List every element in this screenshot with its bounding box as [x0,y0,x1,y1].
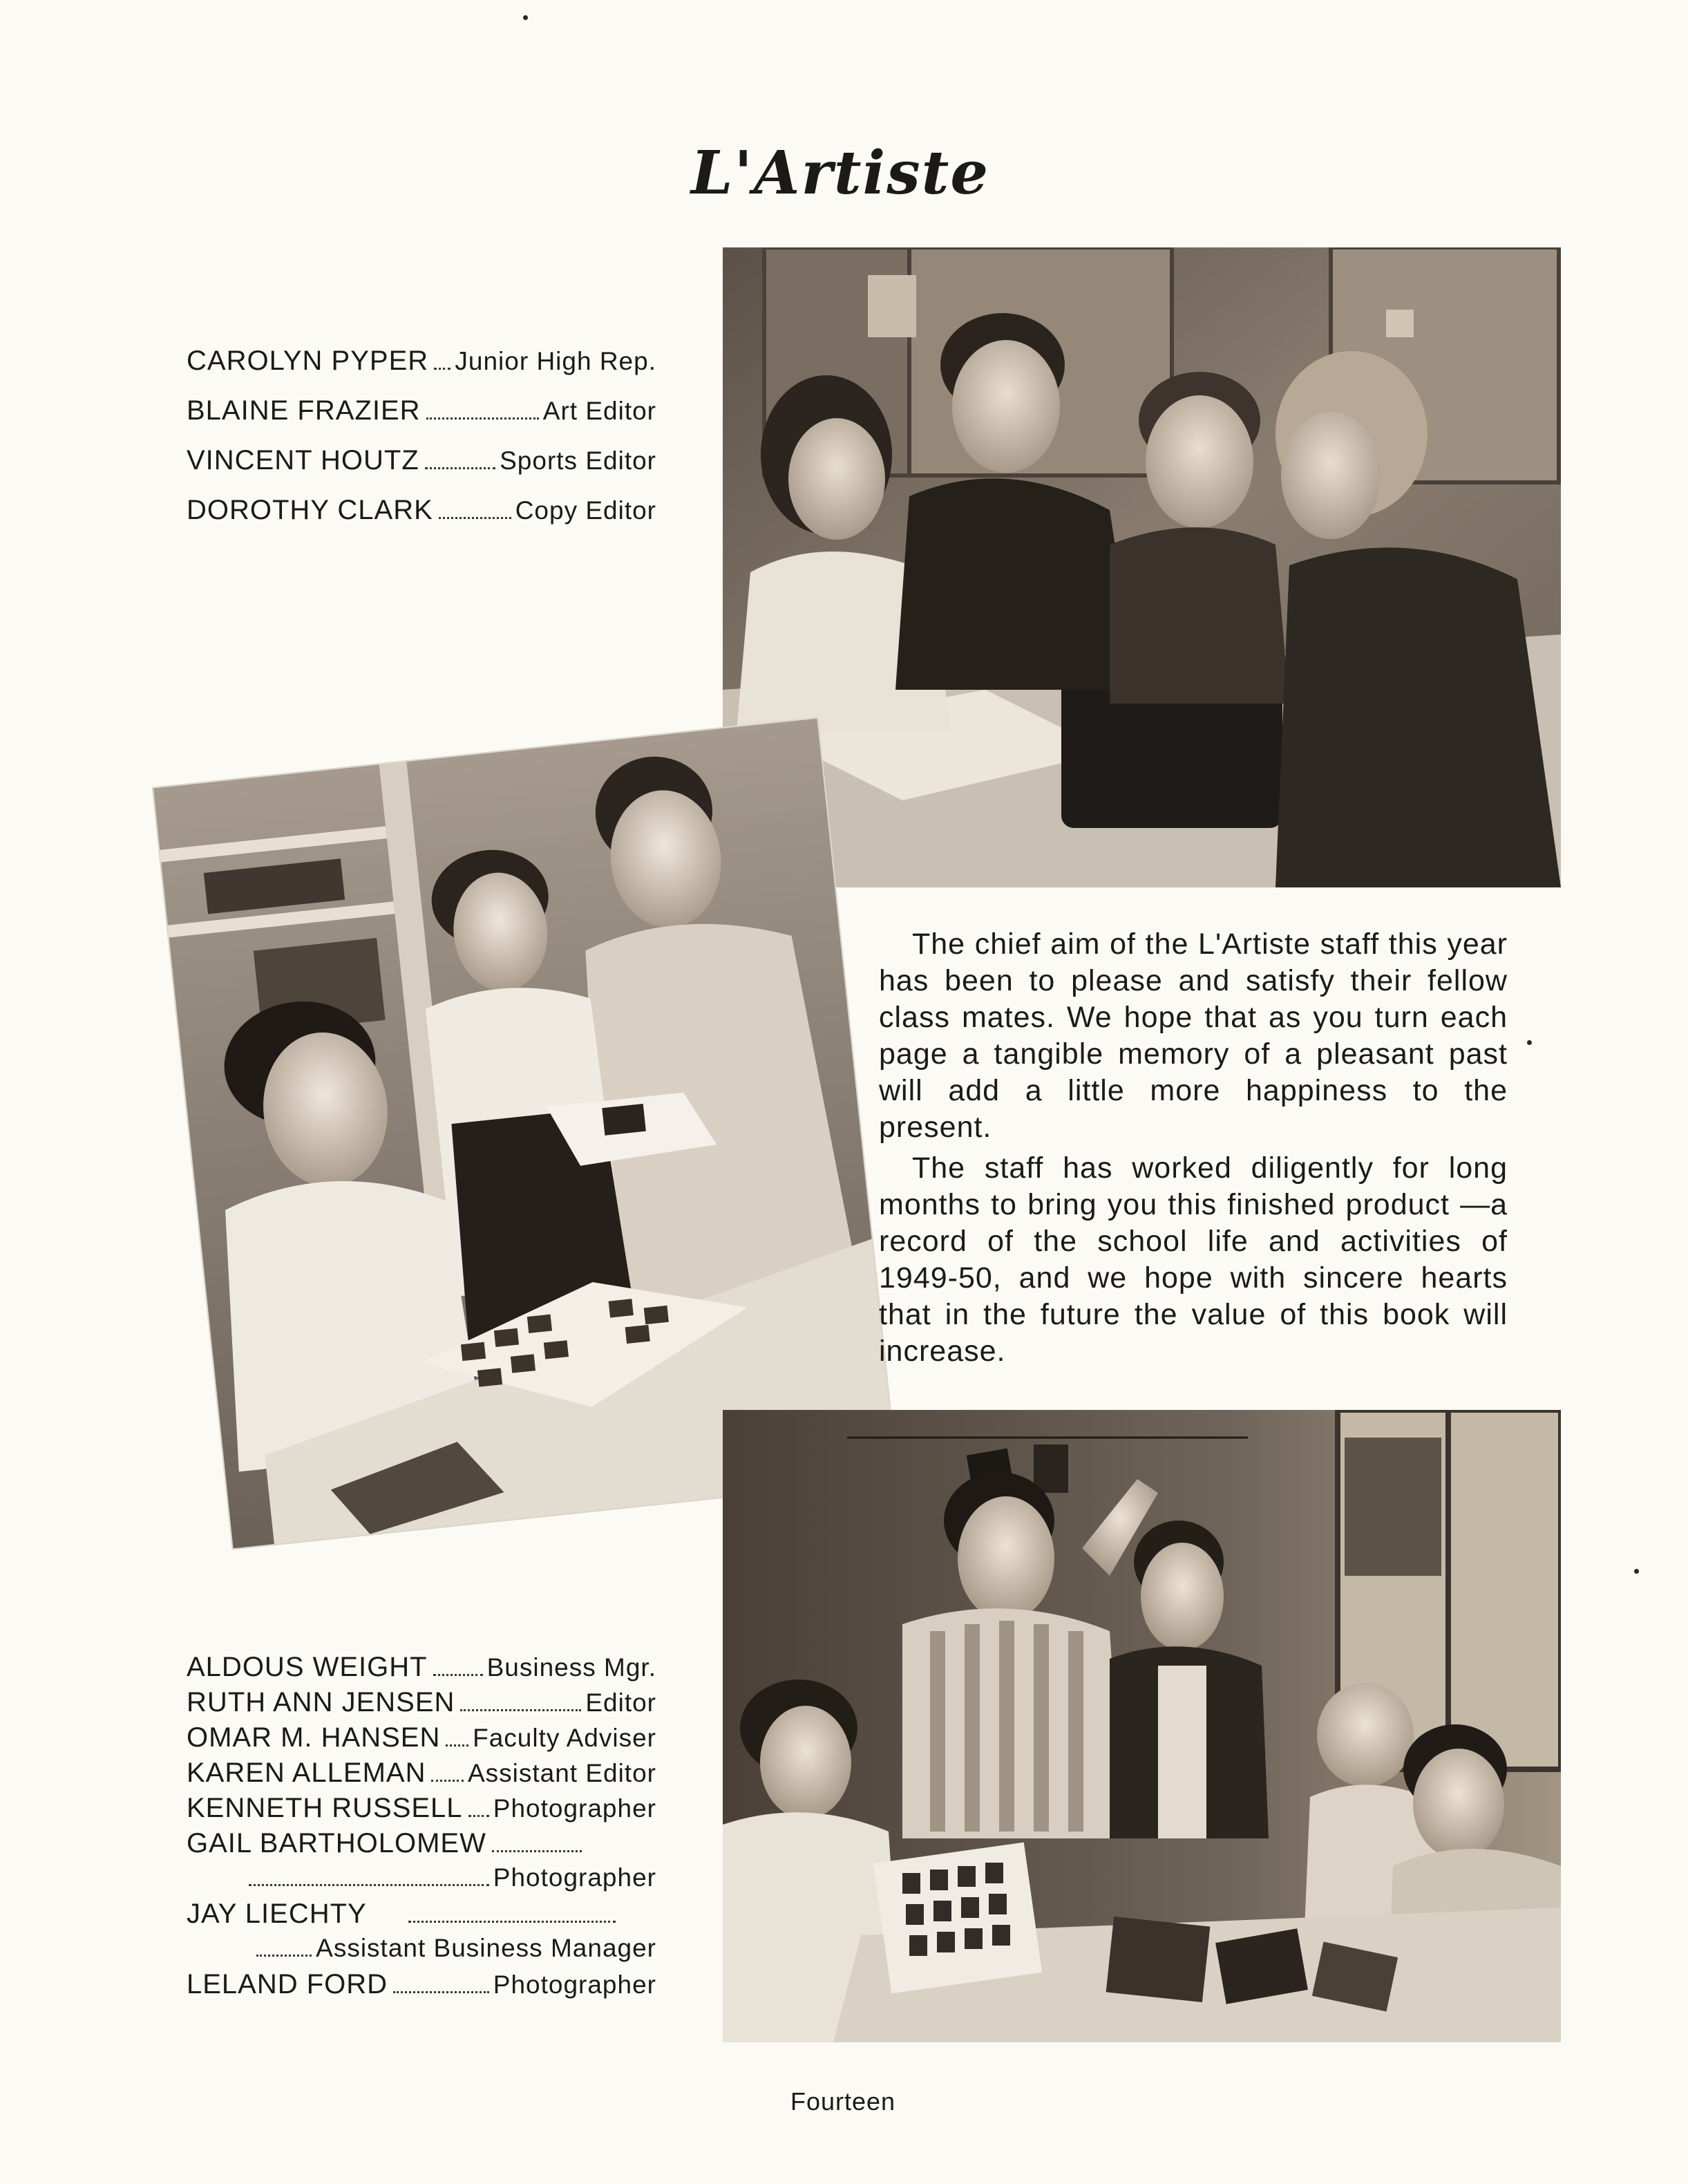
staff-photo-darkroom [723,1410,1561,2042]
staff-role: Art Editor [542,397,656,425]
print-speck [523,15,528,20]
staff-role: Assistant Business Manager [316,1934,656,1962]
staff-entry [187,1828,656,1863]
staff-entry-continued [187,1934,656,1969]
leader-dots [393,1991,489,1993]
staff-name: GAIL BARTHOLOMEW [187,1828,486,1858]
leader-dots [434,368,451,370]
staff-name: ALDOUS WEIGHT [187,1652,428,1682]
staff-role: Photographer [493,1863,656,1892]
staff-entry [187,1899,656,1934]
staff-entry [187,1969,656,2004]
staff-role: Junior High Rep. [455,347,656,375]
leader-dots [439,517,511,519]
staff-entry [187,1652,656,1687]
staff-entry [187,1793,656,1828]
photo-darkroom-image [723,1410,1561,2042]
staff-role: Assistant Editor [467,1759,656,1787]
leader-dots [468,1815,489,1817]
staff-role: Copy Editor [515,496,656,525]
page-title: L'Artiste [691,138,990,208]
statement-paragraph: The chief aim of the L'Artiste staff this year has been to please and satisfy their fellow class mates. We hope that as you turn each page a tangible memory of a pleasant past will add a little more happiness to the present. [879,928,1508,1144]
staff-name: KENNETH RUSSELL [187,1793,463,1823]
leader-dots [492,1850,582,1852]
staff-name: RUTH ANN JENSEN [187,1687,455,1717]
leader-dots [431,1780,463,1782]
staff-role: Sports Editor [500,446,656,475]
staff-name: DOROTHY CLARK [187,495,433,525]
staff-statement [879,926,1508,1374]
staff-role: Photographer [493,1970,656,1999]
leader-dots [446,1744,468,1747]
staff-entry [187,395,656,445]
staff-entry [187,1687,656,1722]
leader-dots [408,1921,616,1923]
leader-dots [426,417,539,420]
staff-name: BLAINE FRAZIER [187,395,421,426]
staff-role: Faculty Adviser [473,1724,656,1752]
staff-role: Business Mgr. [486,1653,656,1682]
staff-name: OMAR M. HANSEN [187,1722,441,1753]
statement-paragraph: The staff has worked diligently for long months to bring you this finished product —a record of the school life and activities of 1949-50, and we hope with sincere hearts that in the future the value of this book will increase. [879,1151,1508,1368]
staff-name: CAROLYN PYPER [187,346,429,376]
leader-dots [460,1709,581,1711]
staff-entry [187,1722,656,1758]
staff-name: KAREN ALLEMAN [187,1758,426,1788]
staff-name: JAY LIECHTY [187,1899,367,1929]
staff-entry [187,445,656,495]
staff-list-bottom [187,1652,656,2004]
leader-dots [425,467,495,469]
staff-entry [187,346,656,395]
staff-role: Photographer [493,1794,656,1823]
leader-dots [256,1955,312,1957]
staff-name: VINCENT HOUTZ [187,445,419,476]
staff-entry-continued [187,1863,656,1899]
leader-dots [433,1674,483,1676]
page-number: Fourteen [790,2087,896,2116]
staff-entry [187,495,656,545]
staff-entry [187,1758,656,1793]
print-speck [1634,1569,1639,1574]
staff-list-top [187,346,656,545]
print-speck [1527,1040,1532,1045]
leader-dots [249,1884,489,1886]
staff-role: Editor [585,1688,656,1717]
staff-name: LELAND FORD [187,1969,388,1999]
